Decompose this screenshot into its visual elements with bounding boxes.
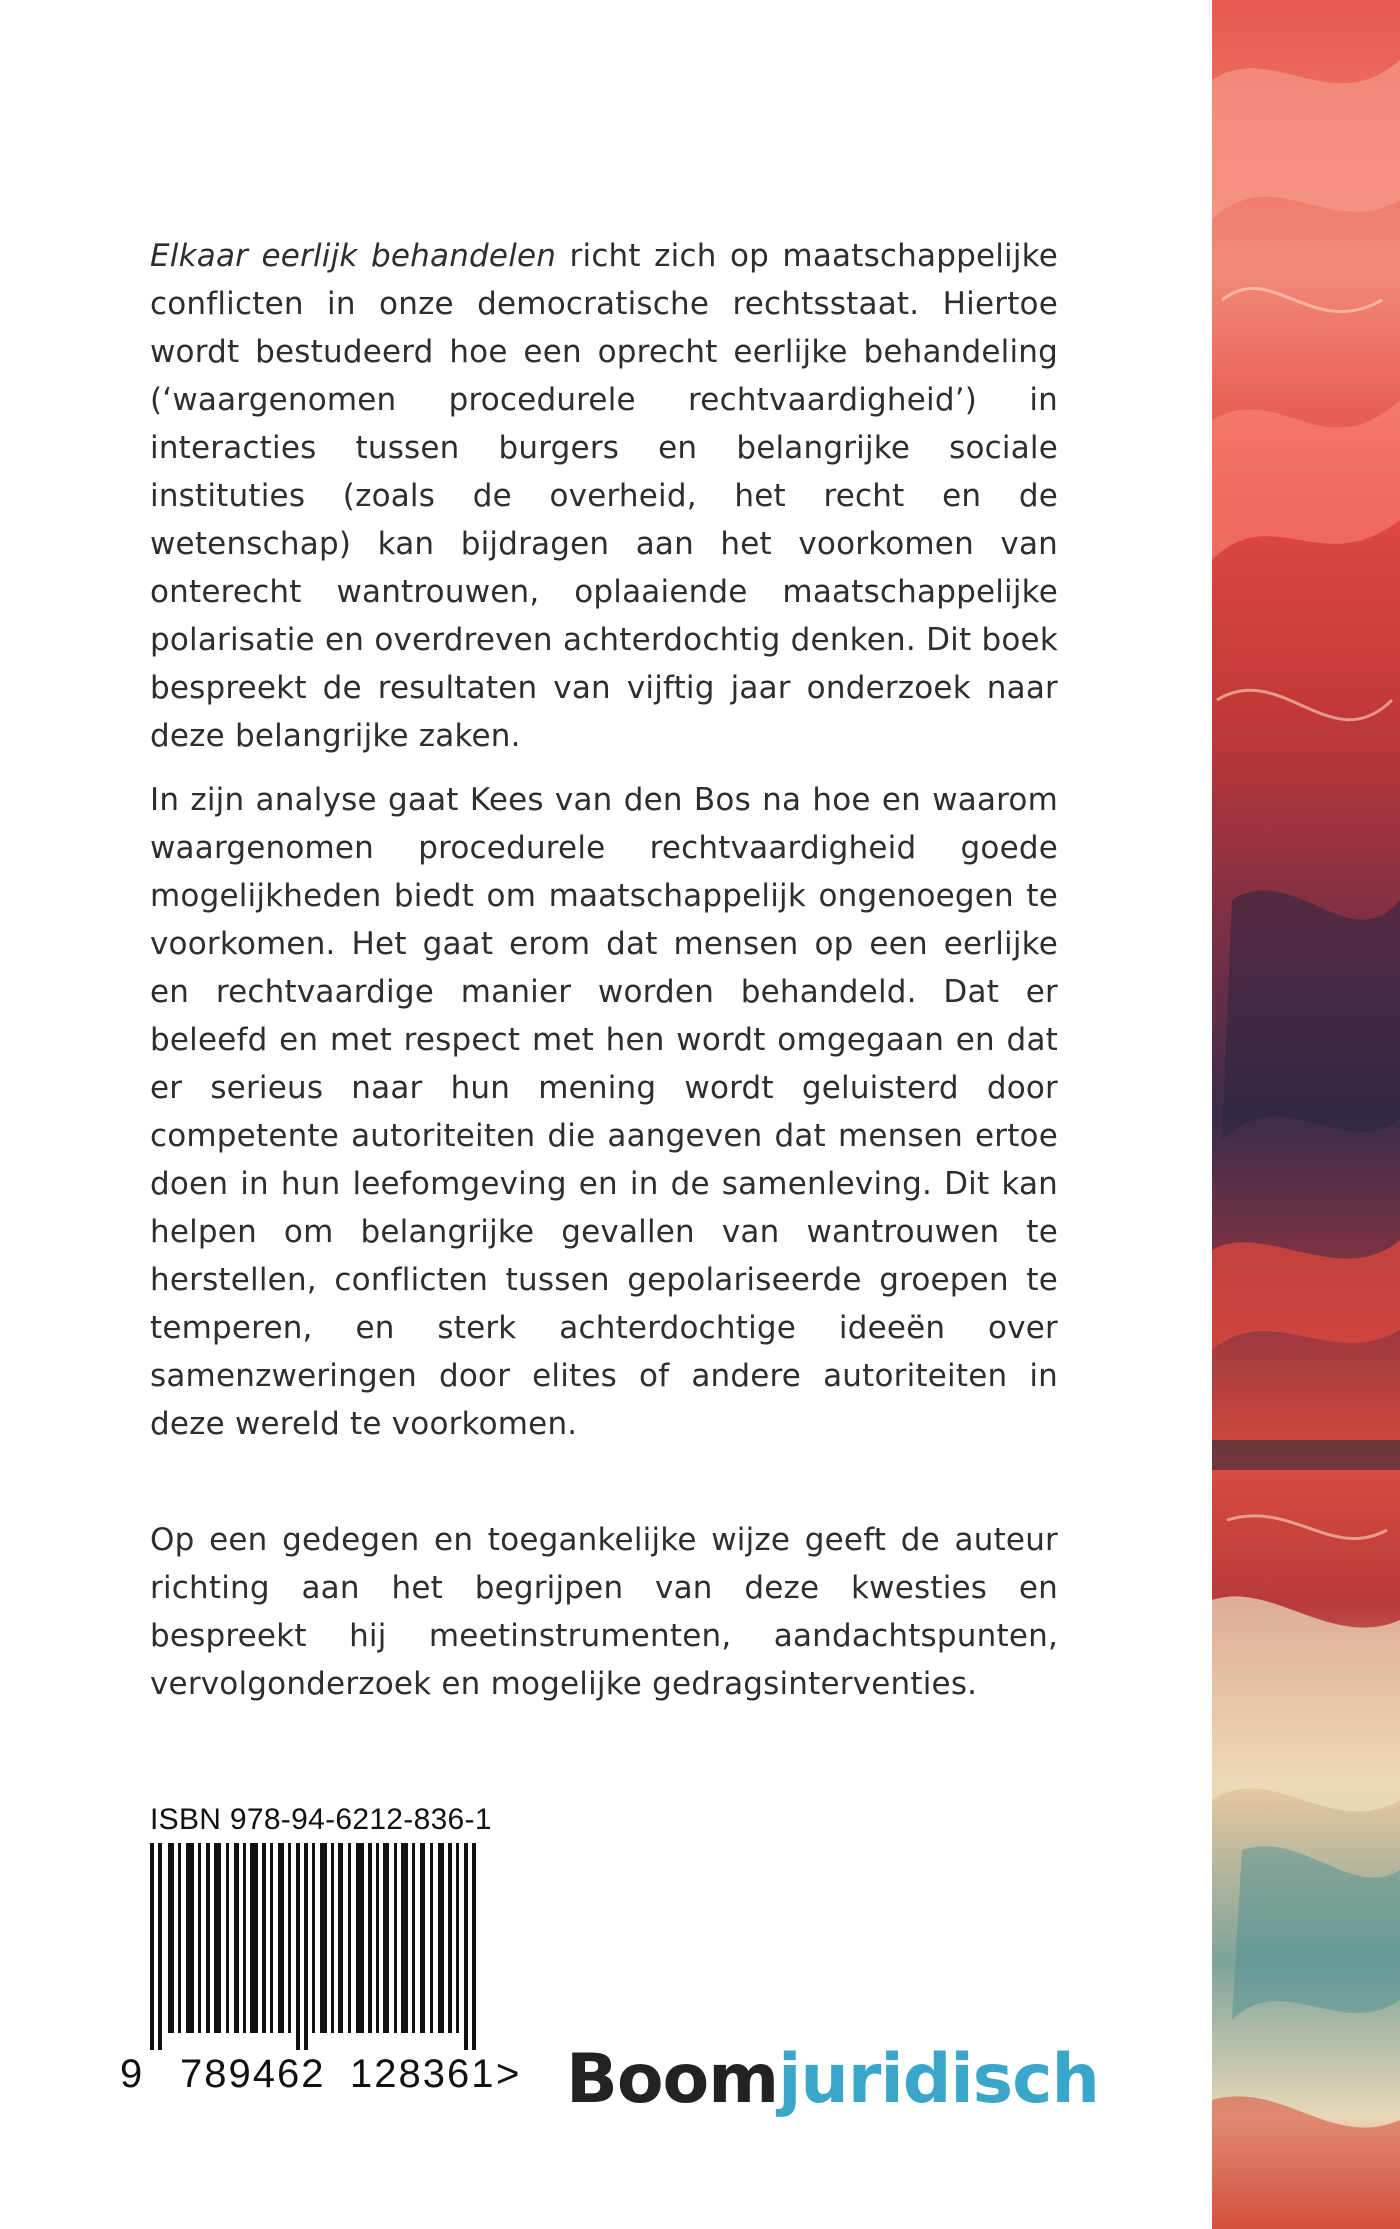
abstract-painting-image: [1212, 0, 1400, 2229]
publisher-logo-juridisch: juridisch: [778, 2040, 1099, 2119]
abstract-paint-strip: [1212, 0, 1400, 2229]
description-paragraph-2: In zijn analyse gaat Kees van den Bos na hoe en waarom waargenomen procedurele rechtvaardigheid goede mogelijkheden biedt om maatschappelijk ongenoegen te voorkomen. Het gaat erom dat mensen op een eerlijke en rechtvaardige manier worden behandeld. Dat er beleefd en met respect met hen wordt omgegaan en dat er serieus naar hun mening wordt geluisterd door competente autoriteiten die aangeven dat mensen ertoe doen in hun leefomgeving en in de samenleving. Dit kan helpen om belangrijke gevallen van wantrouwen te herstellen, conflicten tussen gepolariseerde groepen te temperen, en sterk achterdochtige ideeën over samenzweringen door elites of andere autoriteiten in deze wereld te voorkomen.: [150, 782, 1058, 1442]
barcode-first-digit: 9: [120, 2052, 143, 2096]
description-paragraph-3: Op een gedegen en toegankelijke wijze geeft de auteur richting aan het begrijpen van deze kwesties en bespreekt hij meetinstrumenten, aandachtspunten, vervolgonderzoek en mogelijke gedragsinterventies.: [150, 1522, 1058, 1702]
publisher-logo: [566, 2040, 1099, 2119]
publisher-logo-boom: Boom: [566, 2040, 779, 2119]
isbn-label: ISBN 978-94-6212-836-1: [150, 1803, 492, 1836]
barcode-quiet-zone-mark: >: [496, 2052, 520, 2096]
book-title-italic: Elkaar eerlijk behandelen: [150, 238, 557, 274]
barcode-left-digits: 789462: [180, 2052, 326, 2096]
barcode-right-digits: 128361: [350, 2052, 496, 2096]
description-paragraph-1: [150, 232, 1058, 760]
paragraph-1-text: richt zich op maatschappelijke conflicten in onze democratische rechtsstaat. Hiertoe wordt bestudeerd hoe een oprecht eerlijke behandeling (‘waargenomen procedurele rechtvaardigheid’) in interacties tussen burgers en belangrijke sociale instituties (zoals de overheid, het recht en de wetenschap) kan bijdragen aan het voorkomen van onterecht wantrouwen, oplaaiende maatschappelijke polarisatie en overdreven achterdochtig denken. Dit boek bespreekt de resultaten van vijftig jaar onderzoek naar deze belangrijke zaken.: [150, 238, 1058, 754]
barcode: [150, 1843, 490, 2050]
